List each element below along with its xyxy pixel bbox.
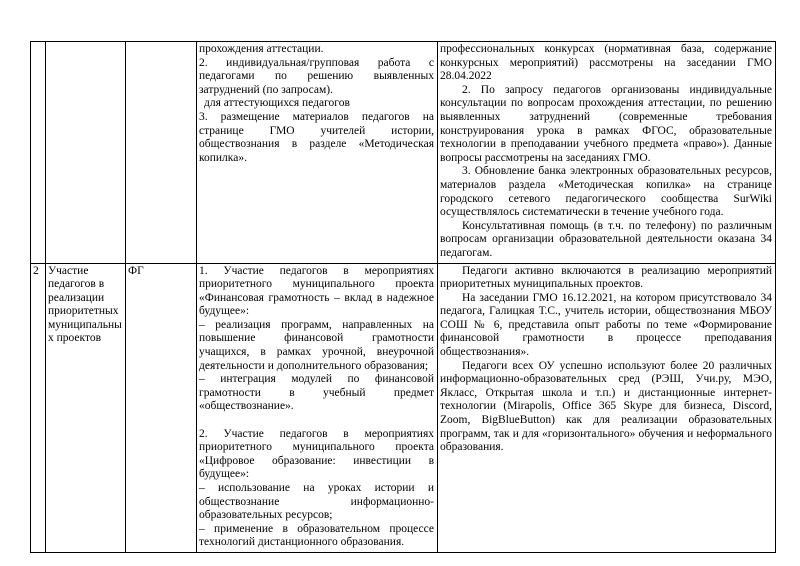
activities-paragraph: – реализация программ, направленных на повышение финансовой грамотности учащихся, в рамках урочной, внеурочной деятельности и дополнительного образования;	[199, 318, 434, 372]
code-cell	[126, 263, 197, 552]
code-cell	[126, 42, 197, 264]
activities-paragraph: прохождения аттестации.	[199, 43, 324, 55]
report-table	[30, 41, 776, 553]
activities-paragraph: – использование на уроках истории и обществознание информационно-образовательных ресурсов;	[199, 482, 434, 522]
results-paragraph: 3. Обновление банка электронных образовательных ресурсов, материалов раздела «Методическая копилка» на странице городского сетевого педагогического сообщества SurWiki осуществлялось систематически в течение учебного года.	[440, 165, 772, 219]
results-paragraph: 2. По запросу педагогов организованы индивидуальные консультации по вопросам прохождения аттестации, по решению выявленных затруднений (современные требования конструирования урока в рамках ФГОС, образовательные технологии в преподавании учебного предмета «право»). Данные вопросы рассмотрены на заседаниях ГМО.	[440, 83, 772, 164]
results-paragraph: На заседании ГМО 16.12.2021, на котором присутствовало 34 педагога, Галицкая Т.С., учитель истории, обществознания МБОУ СОШ № 6, представила опыт работы по теме «Формирование финансовой грамотности в процессе преподавания обществознания».	[440, 291, 772, 359]
project-name-cell	[46, 263, 126, 552]
results-paragraph: Педагоги активно включаются в реализацию мероприятий приоритетных муниципальных проектов.	[440, 264, 772, 291]
activities-paragraph: 2. индивидуальная/групповая работа с педагогами по решению выявленных затруднений (по запросам).	[199, 56, 434, 96]
blank-line	[199, 414, 434, 428]
results-paragraph: Консультативная помощь (в т.ч. по телефону) по различным вопросам организации образовательной деятельности оказана 34 педагогам.	[440, 219, 772, 259]
row-number-cell	[31, 42, 46, 264]
results-paragraph: Педагоги всех ОУ успешно используют более 20 различных информационно-образовательных сред (РЭШ, Учи.ру, МЭО, Якласс, Открытая школа и т.п.) и дистанционные интернет-технологии (Mirapolis, Office 365 Skype для бизнеса, Discord, Zoom, BigBlueButton) как для реализации образовательных программ, так и для «горизонтального» обучения и неформального образования.	[440, 359, 772, 454]
activities-paragraph: для аттестующихся педагогов	[204, 97, 350, 110]
project-name: Участие педагогов в реализации приоритетных муниципальных проектов	[48, 264, 122, 345]
activities-paragraph: – применение в образовательном процессе технологий дистанционного образования.	[199, 522, 434, 549]
row-number: 2	[33, 264, 39, 277]
table-row-continuation	[31, 42, 776, 264]
project-name-cell	[46, 42, 126, 264]
results-cell	[438, 42, 776, 264]
activities-cell	[197, 263, 438, 552]
code-label: ФГ	[128, 264, 144, 277]
results-cell	[438, 263, 776, 552]
table-row	[31, 263, 776, 552]
activities-paragraph: – интеграция модулей по финансовой грамотности в учебный предмет «обществознание».	[199, 373, 434, 413]
row-number-cell	[31, 263, 46, 552]
activities-cell	[197, 42, 438, 264]
activities-paragraph: 1. Участие педагогов в мероприятиях приоритетного муниципального проекта «Финансовая грамотность – вклад в надежное будущее»:	[199, 264, 434, 318]
activities-paragraph: 2. Участие педагогов в мероприятиях приоритетного муниципального проекта «Цифровое образование: инвестиции в будущее»:	[199, 427, 434, 481]
activities-paragraph: 3. размещение материалов педагогов на странице ГМО учителей истории, обществознания в разделе «Методическая копилка».	[199, 110, 434, 164]
results-paragraph: профессиональных конкурсах (нормативная база, содержание конкурсных мероприятий) рассмотрены на заседании ГМО 28.04.2022	[440, 43, 772, 83]
